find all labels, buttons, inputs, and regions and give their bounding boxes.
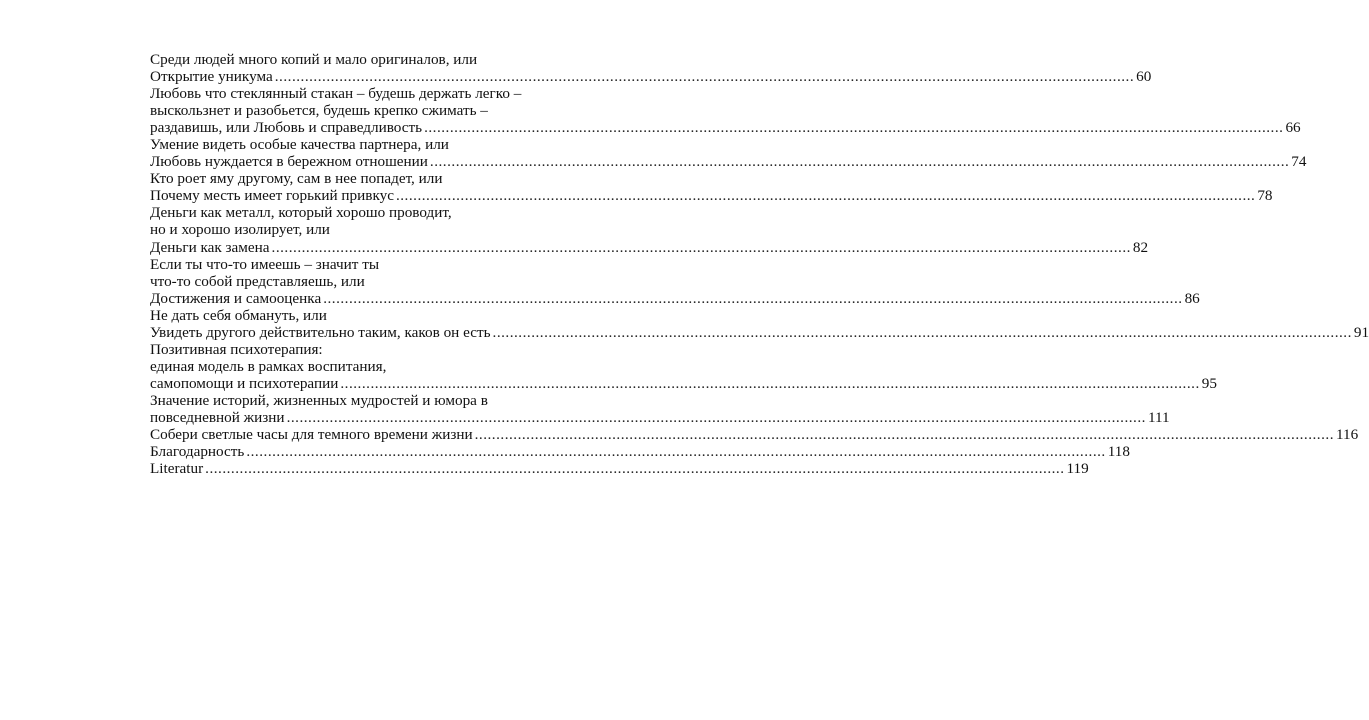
dot-leader: ........................................................................................................................................................................................................ [492,323,1352,341]
toc-entry-title-line: Увидеть другого действительно таким, каков он есть [150,323,491,341]
toc-entry [150,170,1273,205]
toc-entry-title-line: Благодарность [150,443,245,461]
toc-entry-last-line [150,119,1301,137]
toc-entry-last-line [150,443,1130,461]
toc-page-number: 60 [1136,68,1152,86]
dot-leader: ........................................................................................................................................................................................................ [271,238,1131,256]
toc-entry-last-line [150,323,1369,341]
toc-entry-last-line [150,426,1359,444]
toc-entry [150,340,1217,392]
toc-entry [150,391,1170,426]
toc-page-number: 111 [1147,408,1170,426]
toc-page-number: 116 [1335,426,1359,444]
toc-entry-title-line: Любовь нуждается в бережном отношении [150,153,428,171]
toc-entry [150,85,1301,137]
toc-entry-title-line: что-то собой представляешь, или [150,272,365,290]
toc-entry [150,426,1359,444]
toc-entry [150,51,1152,86]
toc-entry-title-line: Literatur [150,460,204,478]
toc-page-number: 82 [1132,238,1149,256]
toc-entry-title-line: самопомощи и психотерапии [150,374,339,392]
toc-entry-last-line [150,153,1307,171]
toc-entry-title-line: но и хорошо изолирует, или [150,221,330,239]
toc-entry-last-line [150,68,1152,86]
dot-leader: ........................................................................................................................................................................................................ [340,374,1200,392]
toc-page-number: 118 [1107,443,1130,461]
toc-page-number: 66 [1285,119,1301,137]
toc-entry-last-line [150,187,1273,205]
toc-page-number: 95 [1201,374,1217,392]
toc-entry-last-line [150,238,1149,256]
dot-leader: ........................................................................................................................................................................................................ [474,426,1334,444]
toc-entry-title-line: Умение видеть особые качества партнера, или [150,136,449,154]
toc-entry-title-line: Почему месть имеет горький привкус [150,187,394,205]
dot-leader: ........................................................................................................................................................................................................ [424,119,1284,137]
toc-entry-title-line: Любовь что стеклянный стакан – будешь держать легко – [150,85,522,103]
toc-entry-title-line: Открытие уникума [150,68,273,86]
table-of-contents [150,51,1369,478]
toc-entry-title-line: Позитивная психотерапия: [150,340,323,358]
toc-entry-title-line: Собери светлые часы для темного времени жизни [150,426,473,444]
toc-entry [150,443,1130,461]
dot-leader: ........................................................................................................................................................................................................ [286,408,1146,426]
toc-entry-title-line: Деньги как замена [150,238,270,256]
toc-entry [150,136,1307,171]
toc-page-number: 78 [1257,187,1273,205]
toc-entry-title-line: Значение историй, жизненных мудростей и юмора в [150,391,488,409]
toc-entry-title-line: повседневной жизни [150,408,285,426]
dot-leader: ........................................................................................................................................................................................................ [274,68,1135,86]
toc-page-number: 86 [1184,289,1200,307]
toc-entry-title-line: Деньги как металл, который хорошо проводит, [150,204,452,222]
toc-page-number: 74 [1291,153,1307,171]
toc-entry [150,204,1149,256]
toc-entry-last-line [150,460,1089,478]
toc-page-number: 91 [1353,323,1369,341]
toc-entry-title-line: раздавишь, или Любовь и справедливость [150,119,423,137]
toc-entry [150,255,1200,307]
toc-entry-title-line: Кто роет яму другому, сам в нее попадет, или [150,170,443,188]
toc-entry-last-line [150,408,1170,426]
dot-leader: ........................................................................................................................................................................................................ [205,460,1065,478]
toc-entry-title-line: Среди людей много копий и мало оригиналов, или [150,51,478,68]
toc-entry [150,306,1369,341]
toc-entry [150,460,1089,478]
toc-entry-last-line [150,374,1217,392]
dot-leader: ........................................................................................................................................................................................................ [395,187,1256,205]
dot-leader: ........................................................................................................................................................................................................ [429,153,1290,171]
toc-entry-title-line: единая модель в рамках воспитания, [150,357,387,375]
toc-page-number: 119 [1066,460,1089,478]
toc-entry-title-line: Не дать себя обмануть, или [150,306,327,324]
toc-entry-last-line [150,289,1200,307]
dot-leader: ........................................................................................................................................................................................................ [323,289,1183,307]
toc-entry-title-line: Если ты что-то имеешь – значит ты [150,255,380,273]
dot-leader: ........................................................................................................................................................................................................ [246,443,1106,461]
toc-entry-title-line: выскользнет и разобьется, будешь крепко сжимать – [150,102,488,120]
toc-entry-title-line: Достижения и самооценка [150,289,322,307]
